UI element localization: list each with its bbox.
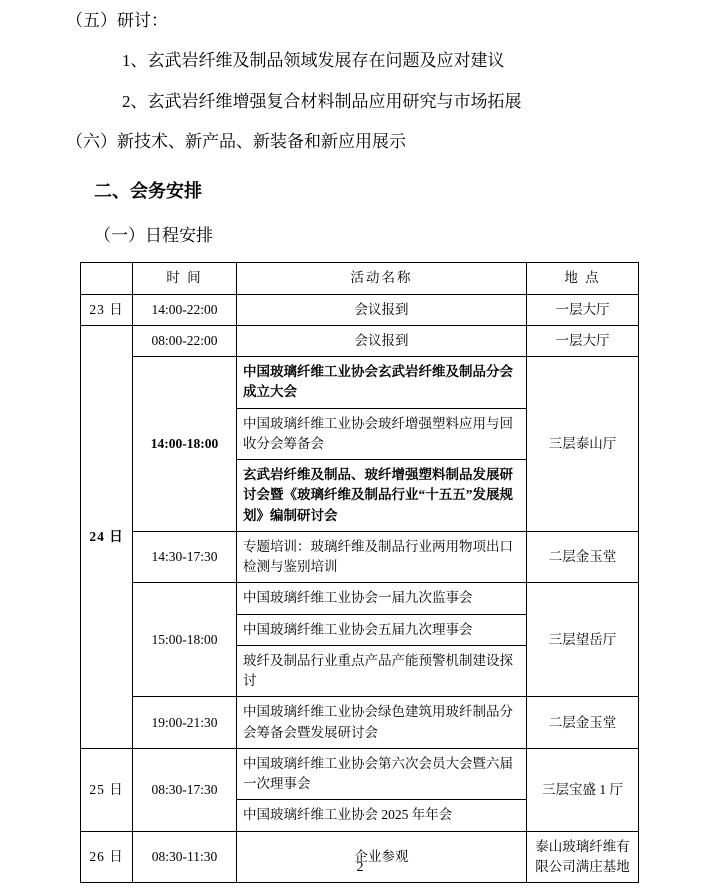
cell-activity: 会议报到: [237, 325, 527, 356]
paragraph-1: （五）研讨：: [66, 11, 168, 30]
cell-activity: 中国玻璃纤维工业协会第六次会员大会暨六届一次理事会: [237, 748, 527, 800]
table-row: [81, 697, 639, 749]
schedule-table: [80, 262, 639, 883]
cell-day: 23 日: [81, 294, 133, 325]
column-header-activity: 活动名称: [237, 263, 527, 294]
cell-activity: 中国玻璃纤维工业协会玄武岩纤维及制品分会成立大会: [237, 357, 527, 409]
cell-time: 19:00-21:30: [133, 697, 237, 749]
cell-activity: 中国玻璃纤维工业协会绿色建筑用玻纤制品分会筹备会暨发展研讨会: [237, 697, 527, 749]
table-row: [81, 748, 639, 800]
cell-time: 08:30-11:30: [133, 831, 237, 883]
cell-place: 二层金玉堂: [527, 531, 639, 583]
column-header-time: 时 间: [133, 263, 237, 294]
paragraph-4: （六）新技术、新产品、新装备和新应用展示: [66, 132, 406, 152]
cell-place: 三层泰山厅: [527, 357, 639, 532]
cell-activity: 专题培训：玻璃纤维及制品行业两用物项出口检测与鉴别培训: [237, 531, 527, 583]
cell-time: 14:30-17:30: [133, 531, 237, 583]
cell-activity: 企业参观: [237, 831, 527, 883]
cell-day: 24 日: [81, 325, 133, 748]
cell-activity: 中国玻璃纤维工业协会一届九次监事会: [237, 583, 527, 614]
column-header-day: [81, 263, 133, 294]
cell-place: 泰山玻璃纤维有限公司满庄基地: [527, 831, 639, 883]
cell-time: 14:00-18:00: [133, 357, 237, 532]
table-row: [81, 325, 639, 356]
paragraph-2: 1、玄武岩纤维及制品领域发展存在问题及应对建议: [122, 51, 505, 71]
section-subheading: （一）日程安排: [94, 226, 213, 246]
table-row: [81, 531, 639, 583]
table-row: [81, 583, 639, 614]
section-heading: 二、会务安排: [94, 181, 202, 202]
page-number: 2: [356, 860, 364, 875]
cell-day: 26 日: [81, 831, 133, 883]
cell-time: 08:00-22:00: [133, 325, 237, 356]
cell-activity: 玄武岩纤维及制品、玻纤增强塑料制品发展研讨会暨《玻璃纤维及制品行业“十五五”发展规划》编制研讨会: [237, 460, 527, 532]
cell-activity: 会议报到: [237, 294, 527, 325]
cell-activity: 中国玻璃纤维工业协会玻纤增强塑料应用与回收分会筹备会: [237, 408, 527, 460]
cell-activity: 玻纤及制品行业重点产品产能预警机制建设探讨: [237, 645, 527, 697]
cell-place: 一层大厅: [527, 294, 639, 325]
cell-activity: 中国玻璃纤维工业协会五届九次理事会: [237, 614, 527, 645]
cell-day: 25 日: [81, 748, 133, 831]
cell-place: 二层金玉堂: [527, 697, 639, 749]
cell-place: 一层大厅: [527, 325, 639, 356]
table-row: [81, 357, 639, 409]
table-row: [81, 294, 639, 325]
cell-time: 15:00-18:00: [133, 583, 237, 697]
cell-time: 08:30-17:30: [133, 748, 237, 831]
cell-time: 14:00-22:00: [133, 294, 237, 325]
cell-place: 三层宝盛 1 厅: [527, 748, 639, 831]
cell-activity: 中国玻璃纤维工业协会 2025 年年会: [237, 800, 527, 831]
column-header-place: 地 点: [527, 263, 639, 294]
cell-place: 三层望岳厅: [527, 583, 639, 697]
table-header-row: [81, 263, 639, 294]
paragraph-3: 2、玄武岩纤维增强复合材料制品应用研究与市场拓展: [122, 91, 522, 111]
